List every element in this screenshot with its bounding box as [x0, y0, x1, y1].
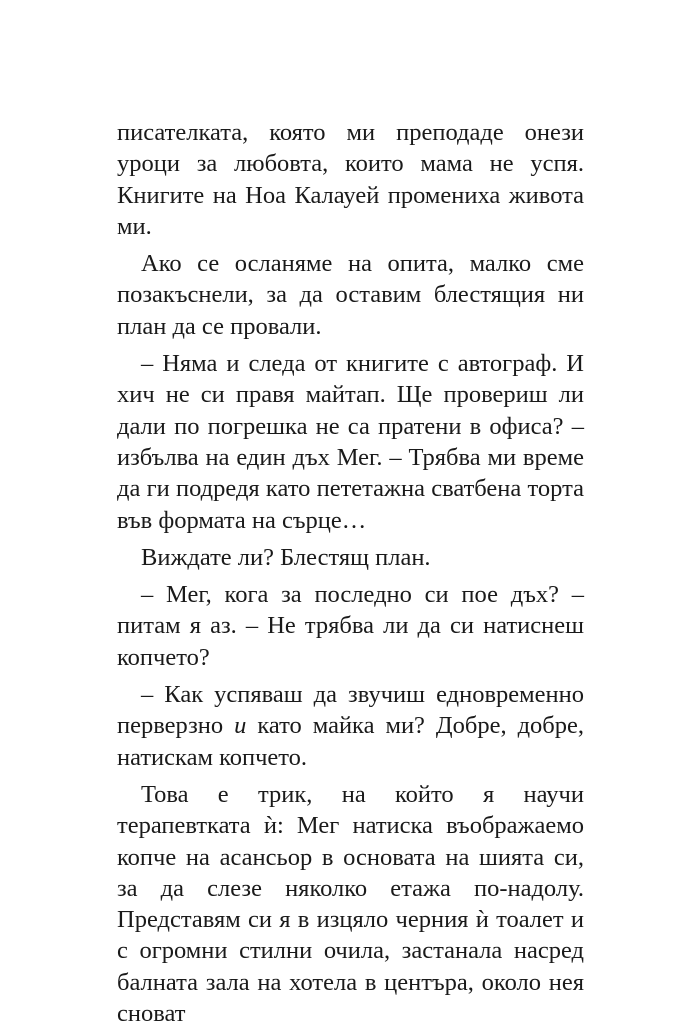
page-body-text: [117, 117, 584, 1029]
emphasized-word: и: [234, 712, 247, 740]
dialogue-text: като майка ми? Добре, добре, натискам копчето.: [117, 712, 584, 771]
paragraph-continued: писателката, която ми преподаде онези уроци за любовта, които мама не успя. Книгите на Ноа Калауей промениха живота ми.: [117, 119, 584, 240]
dialogue-paragraph: – Мег, кога за последно си пое дъх? – питам я аз. – Не трябва ли да си натиснеш копчето?: [117, 581, 584, 671]
paragraph: Ако се осланяме на опита, малко сме позакъснели, за да оставим блестящия ни план да се провали.: [117, 250, 584, 340]
dialogue-text: – Как успяваш да звучиш едновременно перверзно: [117, 681, 584, 740]
paragraph: Това е трик, на който я научи терапевтката ѝ: Мег натиска въображаемо копче на асансьор в основата на шията си, за да слезе няколко етажа по-надолу. Представям си я в изцяло черния ѝ тоалет и с огромни стилни очила, застанала насред балната зала на хотела в центъра, около нея сноват: [117, 780, 584, 1028]
dialogue-paragraph: [117, 679, 584, 773]
paragraph: Виждате ли? Блестящ план.: [141, 543, 431, 571]
dialogue-paragraph: – Няма и следа от книгите с автограф. И хич не си правя майтап. Ще провериш ли дали по погрешка не са пратени в офиса? – избълва на един дъх Мег. – Трябва ми време да ги подредя като пететажна сватбена торта във формата на сърце…: [117, 350, 584, 534]
